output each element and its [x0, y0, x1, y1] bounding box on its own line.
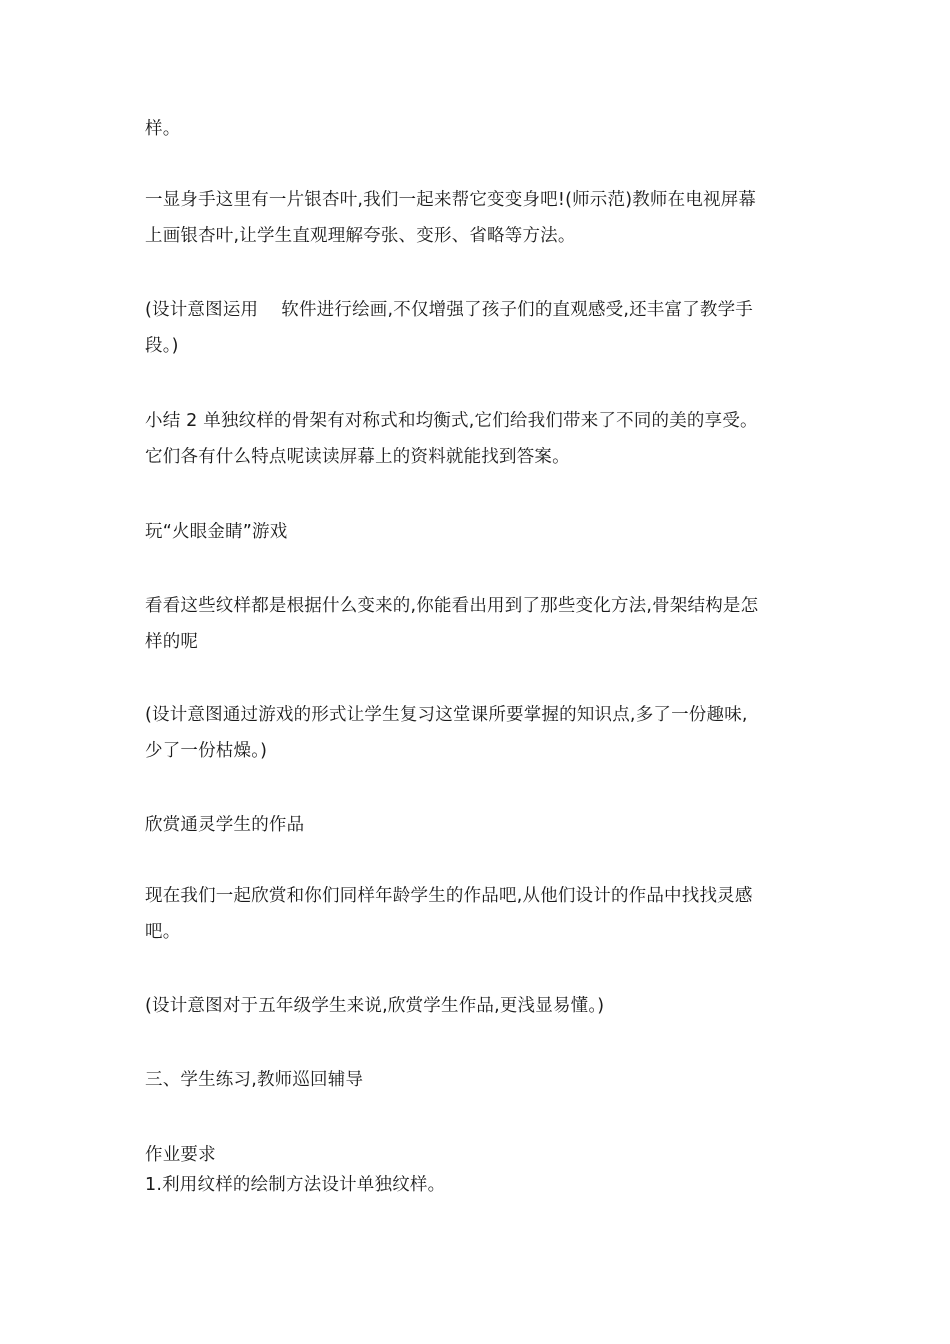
paragraph-design-intent-game: [145, 697, 815, 769]
paragraph-continuation: [145, 111, 815, 147]
paragraph-design-intent-appreciate: [145, 988, 815, 1024]
paragraph-game-heading: [145, 514, 815, 550]
text-line: 现在我们一起欣赏和你们同样年龄学生的作品吧,从他们设计的作品中找找灵感: [145, 886, 753, 906]
paragraph-summary-2: [145, 403, 815, 475]
paragraph-appreciate-heading: [145, 807, 815, 843]
paragraph-demonstration: [145, 182, 815, 254]
text-line: 一显身手这里有一片银杏叶,我们一起来帮它变变身吧!(师示范)教师在电视屏幕: [145, 190, 757, 210]
text-line: 吧。: [145, 922, 181, 942]
homework-heading: 作业要求: [145, 1145, 216, 1165]
text-line: 欣赏通灵学生的作品: [145, 815, 305, 835]
text-line: 它们各有什么特点呢读读屏幕上的资料就能找到答案。: [145, 447, 570, 467]
paragraph-appreciate-works: [145, 878, 815, 950]
text-line: 看看这些纹样都是根据什么变来的,你能看出用到了那些变化方法,骨架结构是怎: [145, 596, 759, 616]
text-line: 上画银杏叶,让学生直观理解夸张、变形、省略等方法。: [145, 226, 576, 246]
text-line: (设计意图通过游戏的形式让学生复习这堂课所要掌握的知识点,多了一份趣味,: [145, 705, 748, 725]
paragraph-design-intent-software: [145, 292, 815, 364]
homework-item-1: 1.利用纹样的绘制方法设计单独纹样。: [145, 1175, 446, 1195]
text-line: (设计意图运用 软件进行绘画,不仅增强了孩子们的直观感受,还丰富了教学手: [145, 300, 754, 320]
section-heading-practice: [145, 1062, 815, 1098]
text-line: 小结 2 单独纹样的骨架有对称式和均衡式,它们给我们带来了不同的美的享受。: [145, 411, 758, 431]
text-line: 样的呢: [145, 632, 199, 652]
text-line: (设计意图对于五年级学生来说,欣赏学生作品,更浅显易懂。): [145, 996, 605, 1016]
text-line: 样。: [145, 119, 181, 139]
text-line: 段。): [145, 336, 179, 356]
text-line: 玩“火眼金睛”游戏: [145, 522, 288, 542]
paragraph-game-question: [145, 588, 815, 660]
text-line: 少了一份枯燥。): [145, 741, 268, 761]
paragraph-homework: [145, 1140, 815, 1200]
text-line: 三、学生练习,教师巡回辅导: [145, 1070, 364, 1090]
